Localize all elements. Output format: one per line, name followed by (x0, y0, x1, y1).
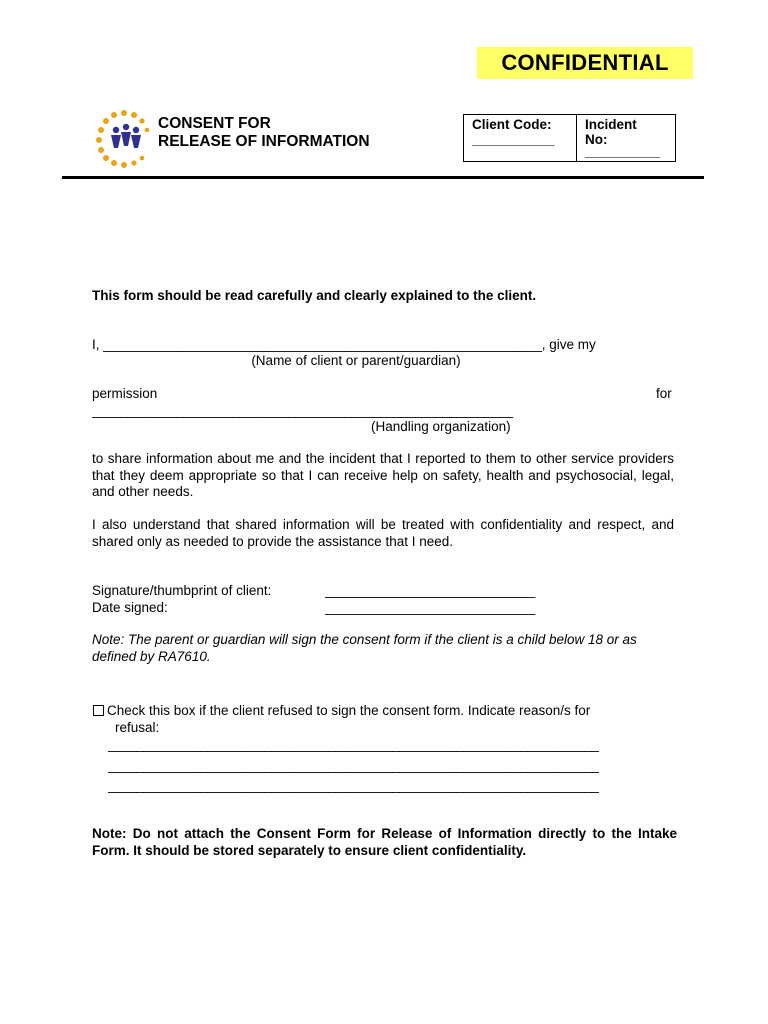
incident-label-line-2: No: (585, 132, 608, 147)
client-code-cell (464, 115, 577, 161)
checkbox-instruction-refusal: refusal: (115, 720, 160, 735)
confidential-badge: CONFIDENTIAL (477, 47, 693, 79)
checkbox-instruction: Check this box if the client refused to sign the consent form. Indicate reason/s for (107, 703, 591, 718)
date-field[interactable]: ____________________________ (325, 600, 536, 615)
name-field[interactable]: ____________________________________________________________ (103, 337, 542, 352)
name-prefix: I, (92, 337, 100, 352)
for-word: for (656, 386, 672, 401)
permission-word: permission (92, 386, 158, 401)
client-code-field[interactable]: ___________ (472, 132, 555, 147)
name-caption: (Name of client or parent/guardian) (251, 353, 461, 368)
reason-field-1[interactable]: _____________________________________________________________________ (108, 737, 599, 752)
incident-label-line-1: Incident (585, 117, 637, 132)
reason-field-2[interactable]: _____________________________________________________________________ (108, 758, 599, 773)
refusal-checkbox[interactable] (93, 705, 104, 716)
incident-no-cell (577, 115, 675, 161)
share-paragraph: to share information about me and the incident that I reported to them to other service providers that they deem appropriate so that I can receive help on safety, health and psychosocial, legal, and other needs. (92, 451, 674, 499)
organization-field[interactable]: ____________________________________________________________ (92, 403, 513, 418)
date-label: Date signed: (92, 600, 168, 615)
organization-logo (94, 108, 154, 168)
signature-field[interactable]: ____________________________ (325, 583, 536, 598)
code-box (463, 114, 676, 162)
guardian-note: Note: The parent or guardian will sign the consent form if the client is a child below 18 or as defined by RA7610. (92, 632, 637, 664)
form-title (158, 115, 370, 151)
name-line (92, 337, 674, 354)
name-suffix: , give my (541, 337, 596, 352)
header-divider (62, 176, 704, 179)
instruction-text: This form should be read carefully and clearly explained to the client. (92, 288, 537, 303)
understand-paragraph: I also understand that shared information will be treated with confidentiality and respect, and shared only as needed to provide the assistance that I need. (92, 517, 674, 549)
storage-note: Note: Do not attach the Consent Form for Release of Information directly to the Intake Form. It should be stored separately to ensure client confidentiality. (92, 826, 677, 858)
title-line-1: CONSENT FOR (158, 115, 271, 132)
client-code-label: Client Code: (472, 117, 552, 132)
signature-label: Signature/thumbprint of client: (92, 583, 272, 598)
title-line-2: RELEASE OF INFORMATION (158, 133, 370, 150)
reason-field-3[interactable]: _____________________________________________________________________ (108, 778, 599, 793)
organization-caption: (Handling organization) (371, 419, 511, 434)
incident-no-field[interactable]: __________ (585, 144, 661, 159)
